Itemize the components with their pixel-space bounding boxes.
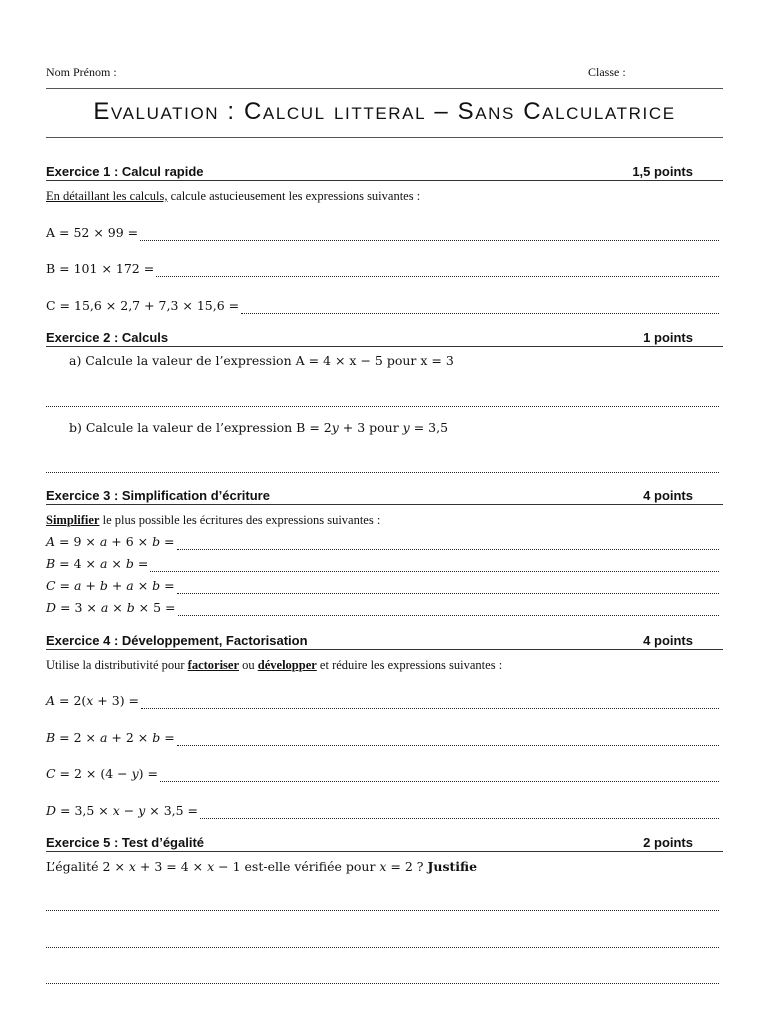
title-bottom-rule — [46, 137, 723, 138]
answer-line-ex3-c[interactable] — [46, 578, 719, 594]
exercise-3-header — [46, 487, 723, 505]
dotted-answer-space[interactable] — [156, 265, 719, 277]
exercise-4-instruction-part1: Utilise la distributivité pour — [46, 658, 188, 672]
page-title: Evaluation : Calcul litteral – Sans Calculatrice — [93, 98, 676, 125]
expression-label: 𝐴 = 2(𝑥 + 3) = — [46, 693, 140, 708]
exercise-1-header — [46, 163, 723, 181]
exercise-5-question-text: L’égalité 2 × 𝑥 + 3 = 4 × 𝑥 − 1 est-elle vérifiée pour 𝑥 = 2 ? — [46, 859, 428, 874]
expression-label: 𝐵 = 4 × 𝑎 × 𝑏 = — [46, 556, 149, 571]
exercise-2-header — [46, 329, 723, 347]
exercise-4-title: Exercice 4 : Développement, Factorisation — [46, 633, 308, 648]
exercise-4-points: 4 points — [643, 633, 693, 648]
dotted-answer-space[interactable] — [177, 538, 719, 550]
expression-label: 𝐶 = 2 × (4 − 𝑦) = — [46, 766, 158, 781]
exercise-4-instruction-developper: développer — [257, 658, 317, 672]
expression-label: 𝐷 = 3 × 𝑎 × 𝑏 × 5 = — [46, 600, 176, 615]
expression-label: 𝐴 = 9 × 𝑎 + 6 × 𝑏 = — [46, 534, 175, 549]
answer-line-ex5-3[interactable] — [46, 968, 719, 984]
exercise-3-instruction-underlined: Simplifier — [46, 513, 100, 527]
exercise-1-instruction-rest: calcule astucieusement les expressions suivantes : — [167, 189, 421, 203]
exercise-1-title: Exercice 1 : Calcul rapide — [46, 164, 204, 179]
answer-line-ex1-a[interactable] — [46, 225, 719, 241]
exercise-2-title: Exercice 2 : Calculs — [46, 330, 169, 345]
answer-line-ex4-b[interactable] — [46, 730, 719, 746]
answer-line-ex1-b[interactable] — [46, 261, 719, 277]
answer-line-ex4-c[interactable] — [46, 766, 719, 782]
dotted-answer-space[interactable] — [241, 302, 719, 314]
answer-line-ex5-2[interactable] — [46, 932, 719, 948]
dotted-answer-space[interactable] — [46, 936, 719, 948]
exercise-1-instruction — [46, 188, 420, 204]
exercise-4-instruction — [46, 657, 502, 673]
exercise-5-question — [46, 859, 477, 875]
exercise-3-instruction — [46, 512, 380, 528]
exercise-2-question-b: b) Calcule la valeur de l’expression B = 2𝑦 + 3 pour 𝑦 = 3,5 — [69, 420, 449, 435]
answer-line-ex4-d[interactable] — [46, 803, 719, 819]
exercise-4-instruction-part2: ou — [239, 658, 258, 672]
answer-line-ex1-c[interactable] — [46, 298, 719, 314]
exercise-5-points: 2 points — [643, 835, 693, 850]
answer-line-ex5-1[interactable] — [46, 895, 719, 911]
exercise-4-header — [46, 632, 723, 650]
answer-line-ex2-b[interactable] — [46, 457, 719, 473]
exercise-2-question-a: a) Calcule la valeur de l’expression A = 4 × x − 5 pour x = 3 — [69, 353, 454, 368]
answer-line-ex3-d[interactable] — [46, 600, 719, 616]
dotted-answer-space[interactable] — [178, 604, 719, 616]
exercise-5-header — [46, 834, 723, 852]
expression-label: C = 15,6 × 2,7 + 7,3 × 15,6 = — [46, 298, 240, 313]
class-label: Classe : — [588, 65, 626, 79]
exercise-1-points: 1,5 points — [632, 164, 693, 179]
exercise-3-points: 4 points — [643, 488, 693, 503]
expression-label: B = 101 × 172 = — [46, 261, 155, 276]
exercise-4-instruction-factoriser: factoriser — [187, 658, 240, 672]
expression-label: A = 52 × 99 = — [46, 225, 139, 240]
answer-line-ex3-b[interactable] — [46, 556, 719, 572]
exercise-3-instruction-rest: le plus possible les écritures des expressions suivantes : — [99, 513, 381, 527]
dotted-answer-space[interactable] — [140, 229, 719, 241]
name-label: Nom Prénom : — [46, 65, 117, 79]
title-top-rule — [46, 88, 723, 89]
dotted-answer-space[interactable] — [150, 560, 719, 572]
dotted-answer-space[interactable] — [200, 807, 719, 819]
exercise-3-title: Exercice 3 : Simplification d’écriture — [46, 488, 270, 503]
expression-label: 𝐷 = 3,5 × 𝑥 − 𝑦 × 3,5 = — [46, 803, 199, 818]
exercise-4-instruction-part3: et réduire les expressions suivantes : — [316, 658, 503, 672]
dotted-answer-space[interactable] — [177, 582, 719, 594]
dotted-answer-space[interactable] — [46, 461, 719, 473]
dotted-answer-space[interactable] — [46, 972, 719, 984]
dotted-answer-space[interactable] — [141, 697, 719, 709]
dotted-answer-space[interactable] — [46, 395, 719, 407]
exercise-5-title: Exercice 5 : Test d’égalité — [46, 835, 204, 850]
expression-label: 𝐵 = 2 × 𝑎 + 2 × 𝑏 = — [46, 730, 175, 745]
exercise-2-points: 1 points — [643, 330, 693, 345]
answer-line-ex3-a[interactable] — [46, 534, 719, 550]
expression-label: 𝐶 = 𝑎 + 𝑏 + 𝑎 × 𝑏 = — [46, 578, 175, 593]
dotted-answer-space[interactable] — [160, 770, 719, 782]
answer-line-ex4-a[interactable] — [46, 693, 719, 709]
exercise-1-instruction-underlined: En détaillant les calculs, — [46, 189, 168, 203]
dotted-answer-space[interactable] — [46, 899, 719, 911]
exercise-5-question-bold: Justifie — [427, 859, 478, 874]
dotted-answer-space[interactable] — [177, 734, 719, 746]
answer-line-ex2-a[interactable] — [46, 391, 719, 407]
